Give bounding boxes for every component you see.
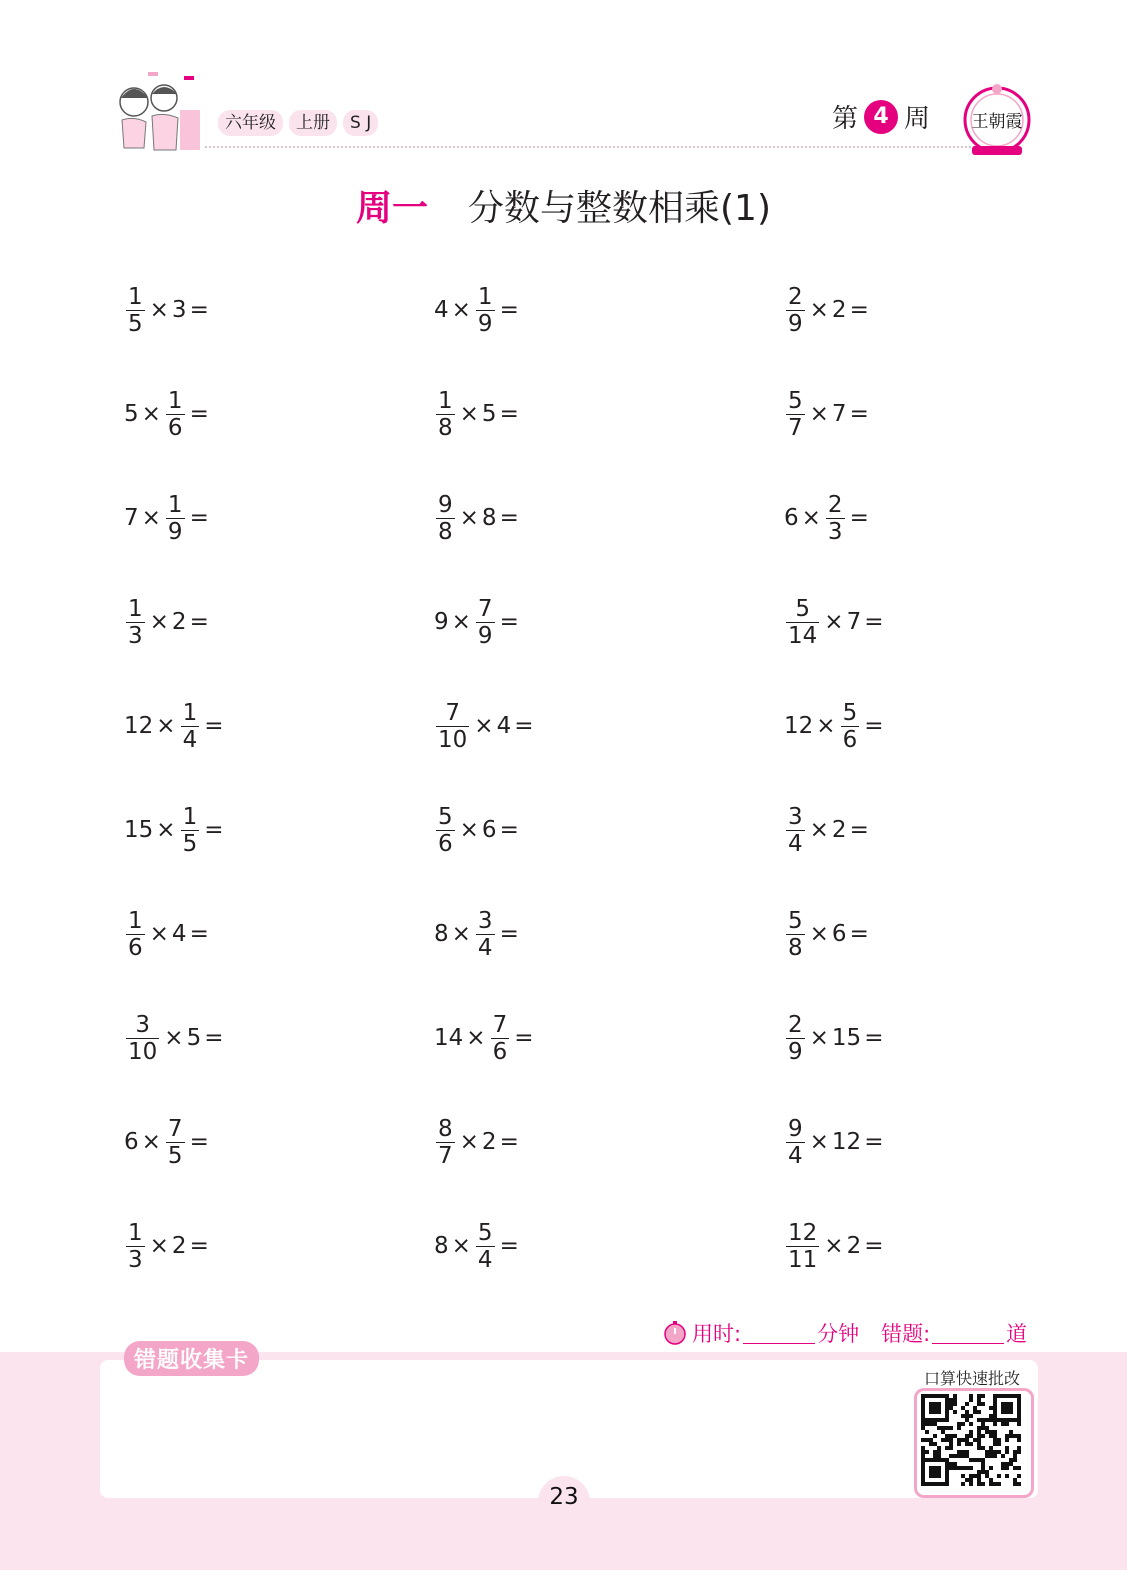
- equals-sign: =: [204, 713, 224, 739]
- numerator: 3: [135, 1011, 150, 1038]
- problem-item: [784, 696, 946, 756]
- denominator: 4: [477, 934, 493, 961]
- integer: 15: [831, 1025, 862, 1051]
- equals-sign: =: [864, 1129, 884, 1155]
- equals-sign: =: [189, 1233, 209, 1259]
- numerator: 1: [438, 387, 453, 414]
- numerator: 9: [438, 491, 453, 518]
- denominator: 5: [182, 830, 198, 857]
- fraction: [436, 700, 469, 753]
- equals-sign: =: [204, 817, 224, 843]
- fraction: [826, 492, 845, 545]
- time-blank[interactable]: [743, 1323, 815, 1344]
- problem-item: [124, 384, 272, 444]
- answer-space[interactable]: [212, 503, 272, 533]
- times-sign: ×: [141, 505, 161, 531]
- equals-sign: =: [189, 401, 209, 427]
- denominator: 3: [827, 518, 843, 545]
- times-sign: ×: [809, 1129, 829, 1155]
- integer: 5: [186, 1025, 202, 1051]
- numerator: 7: [492, 1011, 508, 1038]
- problem-item: [784, 1112, 946, 1172]
- answer-space[interactable]: [522, 815, 582, 845]
- times-sign: ×: [451, 921, 471, 947]
- integer: 6: [124, 1129, 139, 1155]
- times-sign: ×: [149, 609, 169, 635]
- problem-item: [434, 1112, 582, 1172]
- problem-item: [784, 904, 932, 964]
- problem-item: [124, 488, 272, 548]
- times-sign: ×: [809, 297, 829, 323]
- numerator: 1: [128, 595, 143, 622]
- denominator: 6: [492, 1038, 508, 1065]
- fraction: [436, 388, 455, 441]
- fraction: [436, 804, 455, 857]
- answer-space[interactable]: [522, 607, 582, 637]
- integer: 4: [171, 921, 187, 947]
- times-sign: ×: [809, 817, 829, 843]
- numerator: 2: [788, 283, 803, 310]
- numerator: 3: [788, 803, 803, 830]
- numerator: 5: [842, 699, 858, 726]
- integer: 5: [124, 401, 139, 427]
- problem-item: [784, 800, 932, 860]
- denominator: 6: [167, 414, 183, 441]
- numerator: 1: [128, 283, 143, 310]
- fraction: [436, 492, 455, 545]
- header-divider: [205, 146, 975, 148]
- answer-space[interactable]: [522, 1127, 582, 1157]
- answer-space[interactable]: [872, 815, 932, 845]
- equals-sign: =: [189, 505, 209, 531]
- page-number: 23: [538, 1476, 590, 1516]
- denominator: 4: [477, 1246, 493, 1273]
- denominator: 9: [788, 310, 803, 337]
- fraction: [841, 700, 860, 753]
- numerator: 7: [445, 699, 460, 726]
- seal-text: 王朝霞: [971, 112, 1023, 132]
- equals-sign: =: [849, 505, 869, 531]
- equals-sign: =: [849, 297, 869, 323]
- answer-space[interactable]: [536, 1023, 596, 1053]
- time-error-record: [662, 1318, 1027, 1348]
- numerator: 5: [795, 595, 810, 622]
- integer: 12: [831, 1129, 862, 1155]
- answer-space[interactable]: [212, 295, 272, 325]
- integer: 6: [831, 921, 847, 947]
- equals-sign: =: [499, 297, 519, 323]
- times-sign: ×: [451, 297, 471, 323]
- denominator: 9: [167, 518, 183, 545]
- denominator: 10: [128, 1038, 158, 1065]
- denominator: 3: [128, 1246, 143, 1273]
- answer-space[interactable]: [872, 295, 932, 325]
- equals-sign: =: [849, 921, 869, 947]
- integer: 2: [171, 1233, 187, 1259]
- equals-sign: =: [864, 713, 884, 739]
- integer: 7: [124, 505, 139, 531]
- fraction: [786, 284, 805, 337]
- equals-sign: =: [499, 609, 519, 635]
- fraction: [476, 284, 495, 337]
- equals-sign: =: [864, 1025, 884, 1051]
- equals-sign: =: [849, 817, 869, 843]
- answer-space[interactable]: [522, 399, 582, 429]
- denominator: 6: [842, 726, 858, 753]
- integer: 8: [481, 505, 497, 531]
- numerator: 5: [477, 1219, 493, 1246]
- fraction: [126, 1012, 159, 1065]
- integer: 2: [831, 297, 847, 323]
- times-sign: ×: [466, 1025, 486, 1051]
- times-sign: ×: [156, 817, 176, 843]
- fraction: [126, 284, 145, 337]
- times-sign: ×: [451, 1233, 471, 1259]
- equals-sign: =: [189, 609, 209, 635]
- denominator: 14: [788, 622, 818, 649]
- answer-space[interactable]: [226, 815, 286, 845]
- times-sign: ×: [809, 401, 829, 427]
- term-tag: 上册: [289, 110, 337, 136]
- answer-space[interactable]: [522, 919, 582, 949]
- fraction: [166, 388, 185, 441]
- answer-space[interactable]: [212, 607, 272, 637]
- problem-item: [784, 488, 932, 548]
- grade-tags: [218, 110, 378, 136]
- answer-space[interactable]: [872, 919, 932, 949]
- fraction: [126, 596, 145, 649]
- fraction: [476, 1220, 495, 1273]
- integer: 2: [846, 1233, 862, 1259]
- equals-sign: =: [849, 401, 869, 427]
- stopwatch-icon: [662, 1320, 688, 1346]
- numerator: 3: [477, 907, 493, 934]
- equals-sign: =: [499, 921, 519, 947]
- problem-item: [434, 280, 582, 340]
- equals-sign: =: [514, 1025, 534, 1051]
- denominator: 11: [788, 1246, 818, 1273]
- week-number: 4: [873, 104, 889, 129]
- page-title: [0, 184, 1127, 234]
- fraction: [126, 1220, 145, 1273]
- denominator: 9: [477, 310, 493, 337]
- fraction: [786, 1116, 805, 1169]
- qr-title: 口算快速批改: [924, 1369, 1021, 1388]
- problem-item: [434, 384, 582, 444]
- answer-space[interactable]: [212, 919, 272, 949]
- equals-sign: =: [499, 1233, 519, 1259]
- times-sign: ×: [149, 1233, 169, 1259]
- fraction: [786, 596, 819, 649]
- answer-space[interactable]: [886, 607, 946, 637]
- numerator: 8: [438, 1115, 453, 1142]
- numerator: 1: [128, 1219, 143, 1246]
- integer: 4: [496, 713, 512, 739]
- times-sign: ×: [824, 1233, 844, 1259]
- fraction: [786, 1220, 819, 1273]
- fraction: [786, 908, 805, 961]
- numerator: 5: [788, 907, 803, 934]
- numerator: 1: [167, 491, 183, 518]
- integer: 2: [481, 1129, 497, 1155]
- problem-item: [434, 488, 582, 548]
- numerator: 12: [788, 1219, 818, 1246]
- title-topic: 分数与整数相乘(1): [468, 188, 771, 229]
- problem-item: [434, 904, 582, 964]
- denominator: 8: [438, 414, 453, 441]
- answer-space[interactable]: [872, 503, 932, 533]
- fraction: [181, 700, 200, 753]
- problem-item: [784, 592, 946, 652]
- equals-sign: =: [864, 609, 884, 635]
- week-suffix: 周: [904, 104, 931, 134]
- integer: 8: [434, 921, 449, 947]
- problem-item: [434, 1216, 582, 1276]
- answer-space[interactable]: [212, 1231, 272, 1261]
- denominator: 9: [788, 1038, 803, 1065]
- problem-item: [784, 1216, 946, 1276]
- edition-tag: S J: [343, 110, 378, 136]
- denominator: 10: [438, 726, 468, 753]
- numerator: 2: [788, 1011, 803, 1038]
- problem-item: [124, 904, 272, 964]
- problem-item: [784, 1008, 946, 1068]
- numerator: 5: [788, 387, 803, 414]
- answer-space[interactable]: [522, 1231, 582, 1261]
- fraction: [491, 1012, 510, 1065]
- integer: 8: [434, 1233, 449, 1259]
- times-sign: ×: [824, 609, 844, 635]
- equals-sign: =: [189, 1129, 209, 1155]
- integer: 3: [171, 297, 187, 323]
- integer: 9: [434, 609, 449, 635]
- fraction: [476, 908, 495, 961]
- times-sign: ×: [459, 1129, 479, 1155]
- denominator: 4: [788, 830, 803, 857]
- fraction: [126, 908, 145, 961]
- numerator: 1: [477, 283, 493, 310]
- numerator: 7: [167, 1115, 183, 1142]
- denominator: 7: [438, 1142, 453, 1169]
- errors-blank[interactable]: [932, 1323, 1004, 1344]
- problem-item: [124, 592, 272, 652]
- denominator: 5: [128, 310, 143, 337]
- week-prefix: 第: [832, 104, 859, 134]
- fraction: [786, 804, 805, 857]
- answer-space[interactable]: [886, 1127, 946, 1157]
- denominator: 8: [438, 518, 453, 545]
- problem-item: [124, 1008, 286, 1068]
- numerator: 1: [167, 387, 183, 414]
- problem-item: [124, 1112, 272, 1172]
- denominator: 7: [788, 414, 803, 441]
- denominator: 5: [167, 1142, 183, 1169]
- fraction: [166, 492, 185, 545]
- answer-space[interactable]: [886, 1023, 946, 1053]
- kids-illustration: [104, 70, 204, 158]
- denominator: 6: [128, 934, 143, 961]
- problem-item: [784, 280, 932, 340]
- answer-space[interactable]: [522, 295, 582, 325]
- numerator: 5: [438, 803, 453, 830]
- problem-item: [434, 800, 582, 860]
- integer: 12: [124, 713, 154, 739]
- denominator: 6: [438, 830, 453, 857]
- answer-space[interactable]: [226, 711, 286, 741]
- time-label: 用时:: [692, 1322, 742, 1346]
- integer: 7: [831, 401, 847, 427]
- problem-item: [124, 1216, 272, 1276]
- equals-sign: =: [864, 1233, 884, 1259]
- problem-item: [124, 696, 286, 756]
- problem-item: [784, 384, 932, 444]
- problem-item: [434, 696, 596, 756]
- equals-sign: =: [499, 1129, 519, 1155]
- brand-seal-logo: [960, 80, 1034, 160]
- numerator: 9: [788, 1115, 803, 1142]
- fraction: [436, 1116, 455, 1169]
- qr-code-icon: [917, 1391, 1025, 1489]
- equals-sign: =: [514, 713, 534, 739]
- fraction: [181, 804, 200, 857]
- answer-space[interactable]: [886, 711, 946, 741]
- integer: 14: [434, 1025, 464, 1051]
- equals-sign: =: [499, 817, 519, 843]
- time-unit: 分钟: [817, 1322, 860, 1346]
- errors-unit: 道: [1006, 1322, 1028, 1346]
- times-sign: ×: [474, 713, 494, 739]
- times-sign: ×: [141, 1129, 161, 1155]
- integer: 6: [784, 505, 799, 531]
- integer: 5: [481, 401, 497, 427]
- error-card-label: 错题收集卡: [124, 1341, 259, 1376]
- times-sign: ×: [801, 505, 821, 531]
- times-sign: ×: [141, 401, 161, 427]
- numerator: 2: [827, 491, 843, 518]
- answer-space[interactable]: [212, 399, 272, 429]
- denominator: 3: [128, 622, 143, 649]
- answer-space[interactable]: [212, 1127, 272, 1157]
- times-sign: ×: [459, 817, 479, 843]
- times-sign: ×: [459, 505, 479, 531]
- problem-item: [434, 1008, 596, 1068]
- numerator: 1: [128, 907, 143, 934]
- times-sign: ×: [459, 401, 479, 427]
- answer-space[interactable]: [886, 1231, 946, 1261]
- qr-code[interactable]: [914, 1388, 1034, 1498]
- times-sign: ×: [451, 609, 471, 635]
- answer-space[interactable]: [522, 503, 582, 533]
- equals-sign: =: [189, 297, 209, 323]
- equals-sign: =: [189, 921, 209, 947]
- answer-space[interactable]: [536, 711, 596, 741]
- problem-item: [124, 800, 286, 860]
- integer: 6: [481, 817, 497, 843]
- problem-item: [434, 592, 582, 652]
- equals-sign: =: [499, 505, 519, 531]
- times-sign: ×: [809, 921, 829, 947]
- denominator: 9: [477, 622, 493, 649]
- numerator: 7: [477, 595, 493, 622]
- denominator: 4: [182, 726, 198, 753]
- week-indicator: [832, 98, 930, 135]
- denominator: 8: [788, 934, 803, 961]
- numerator: 1: [182, 699, 198, 726]
- problem-item: [124, 280, 272, 340]
- grade-tag: 六年级: [218, 110, 283, 136]
- equals-sign: =: [499, 401, 519, 427]
- times-sign: ×: [149, 921, 169, 947]
- equals-sign: =: [204, 1025, 224, 1051]
- integer: 2: [171, 609, 187, 635]
- integer: 2: [831, 817, 847, 843]
- times-sign: ×: [164, 1025, 184, 1051]
- integer: 15: [124, 817, 154, 843]
- denominator: 4: [788, 1142, 803, 1169]
- title-day: 周一: [355, 188, 428, 229]
- integer: 4: [434, 297, 449, 323]
- integer: 12: [784, 713, 814, 739]
- fraction: [476, 596, 495, 649]
- fraction: [166, 1116, 185, 1169]
- answer-space[interactable]: [226, 1023, 286, 1053]
- fraction: [786, 1012, 805, 1065]
- times-sign: ×: [149, 297, 169, 323]
- errors-label: 错题:: [881, 1322, 931, 1346]
- integer: 7: [846, 609, 862, 635]
- numerator: 1: [182, 803, 198, 830]
- times-sign: ×: [156, 713, 176, 739]
- times-sign: ×: [816, 713, 836, 739]
- answer-space[interactable]: [872, 399, 932, 429]
- fraction: [786, 388, 805, 441]
- alarm-clock-icon: [864, 100, 898, 134]
- times-sign: ×: [809, 1025, 829, 1051]
